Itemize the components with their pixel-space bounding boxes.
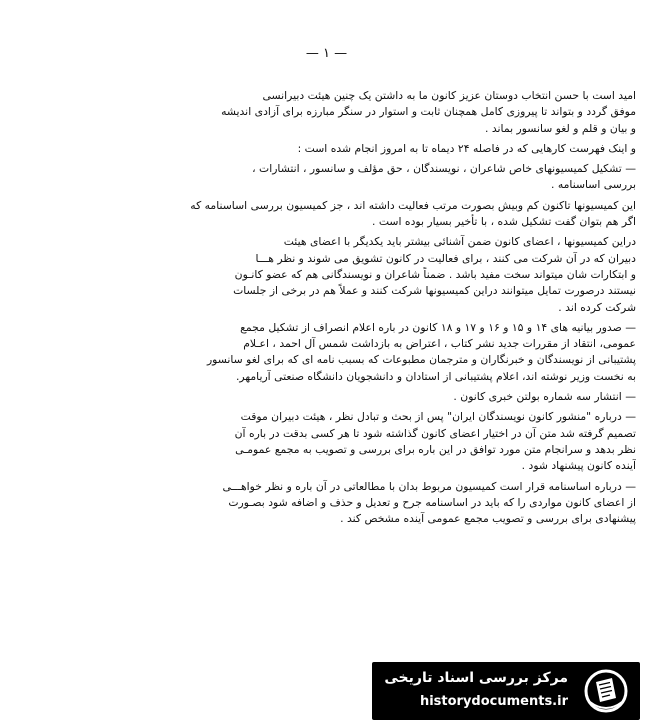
text-line: آینده کانون پیشنهاد شود . — [521, 459, 636, 473]
paragraph — [24, 234, 636, 315]
text-line: اگر هم بتوان گفت تشکیل شده ، با تأخیر بسیار بوده است . — [371, 215, 636, 229]
text-line: و اینک فهرست کارهایی که در فاصله ۲۴ دیماه تا به امروز انجام شده است : — [297, 141, 636, 155]
text-line: عمومی، انتقاد از مقررات جدید نشر کتاب ، اعتراض به بازداشت شمس آل احمد ، اعـلام — [243, 337, 636, 351]
text-line: — صدور بیانیه های ۱۴ و ۱۵ و ۱۶ و ۱۷ و ۱۸ کانون در باره اعلام انصراف از تشکیل مجمع — [240, 320, 636, 334]
watermark-banner — [372, 662, 640, 720]
text-line: و ابتکارات شان میتواند سخت مفید باشد . ضمناً شاعران و نویسندگانی هم که عضو کانـون — [234, 267, 636, 281]
text-line: تصمیم گرفته شد متن آن در اختیار اعضای کانون گذاشته شود تا هر کسی بدقت در باره آن — [234, 426, 636, 440]
text-line: و بیان و قلم و لغو سانسور بماند . — [485, 121, 636, 135]
paragraph — [24, 409, 636, 474]
text-line: موفق گردد و بتواند تا پیروزی کامل همچنان ثابت و استوار در سنگر مبارزه برای آزادی اندیشه — [221, 105, 636, 119]
text-line: دبیران که در آن شرکت می کنند ، برای فعالیت در کانون تشویق می شوند و نظر هـــا — [255, 251, 636, 265]
document-body — [24, 88, 636, 531]
paragraph — [24, 141, 636, 157]
text-line: — تشکیل کمیسیونهای خاص شاعران ، نویسندگان ، حق مؤلف و سانسور ، انتشارات ، — [252, 162, 636, 176]
text-line: امید است با حسن انتخاب دوستان عزیز کانون ما به داشتن یک چنین هیئت دبیرانسی — [262, 89, 636, 102]
text-line: نظر بدهد و سرانجام متن مورد توافق در این باره برای بررسی و تصویب به مجمع عمومـی — [235, 442, 636, 456]
text-line: شرکت کرده اند . — [558, 300, 636, 314]
paragraph — [24, 161, 636, 194]
text-line: — درباره اساسنامه قرار است کمیسیون مربوط بدان با مطالعاتی در آن باره و نظر خواهـــی — [222, 479, 636, 493]
text-line: — انتشار سه شماره بولتن خبری کانون . — [453, 390, 636, 404]
document-archive-logo-icon — [582, 668, 630, 714]
paragraph — [24, 198, 636, 231]
page-number: — ۱ — — [305, 46, 348, 61]
text-line: پیشنهادی برای بررسی و تصویب مجمع عمومی آینده مشخص کند . — [340, 512, 636, 526]
text-line: این کمیسیونها تاکنون کم وبیش بصورت مرتب فعالیت داشته اند ، جز کمیسیون بررسی اساسنامه که — [190, 198, 636, 212]
watermark-title: مرکز بررسی اسناد تاریخی — [384, 670, 568, 686]
text-line: از اعضای کانون مواردی را که باید در اساسنامه جرح و تعدیل و حذف و اضافه شود بصـورت — [228, 495, 636, 509]
text-line: به نخست وزیر نوشته اند، اعلام پشتیبانی از استادان و دانشجویان دانشگاه صنعتی آریامهر. — [236, 369, 636, 383]
paragraph — [24, 389, 636, 405]
paragraph — [24, 479, 636, 528]
paragraph — [24, 320, 636, 385]
text-line: نیستند درصورت تمایل میتوانند دراین کمیسیونها شرکت کنند و عملاً هم در برخی از جلسات — [233, 284, 636, 298]
text-line: دراین کمیسیونها ، اعضای کانون ضمن آشنائی بیشتر باید یکدیگر با اعضای هیئت — [283, 235, 636, 249]
text-line: بررسی اساسنامه . — [550, 178, 636, 192]
paragraph — [24, 88, 636, 137]
text-line: پشتیبانی از نویسندگان و خبرنگاران و مترجمان مطبوعات که بسبب نامه ای که برای لغو سانسور — [206, 353, 636, 367]
text-line: — درباره "منشور کانون نویسندگان ایران" پس از بحث و تبادل نظر ، هیئت دبیران موقت — [240, 410, 636, 424]
watermark-url: historydocuments.ir — [419, 694, 568, 709]
